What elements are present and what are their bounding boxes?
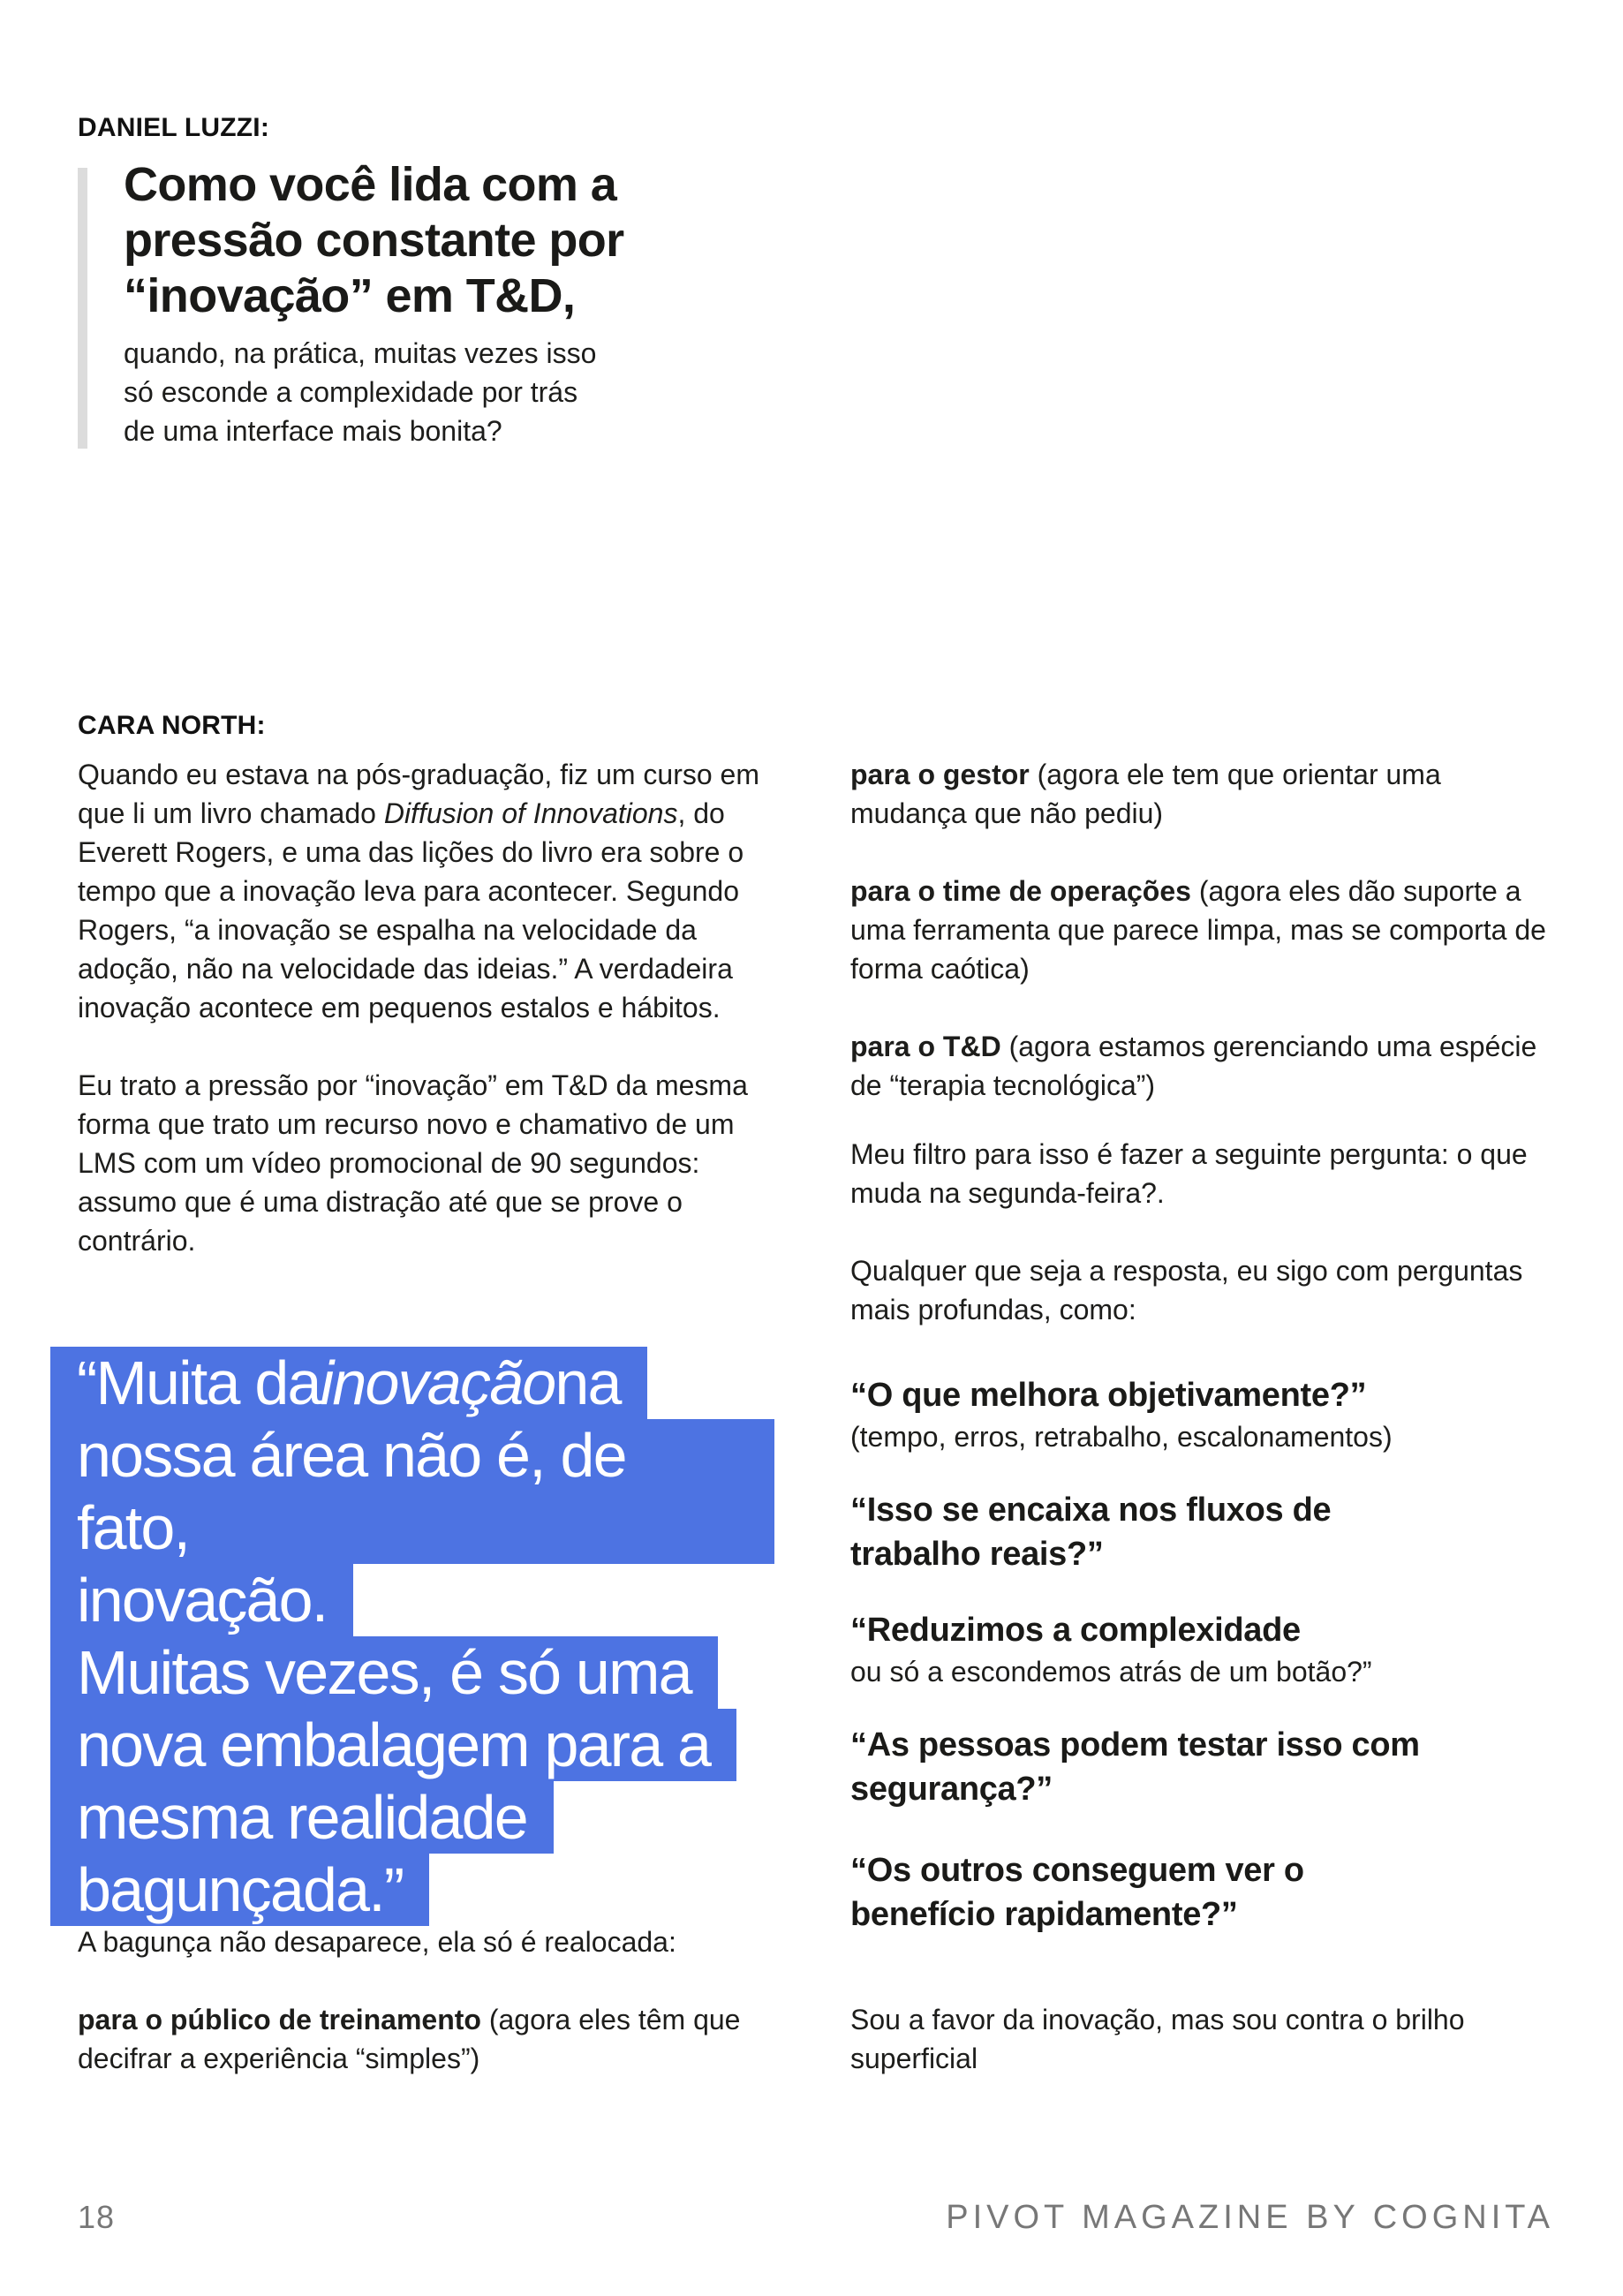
realocation-item: para o time de operações (agora eles dão suporte a uma ferramenta que parece limpa, mas se comporta de forma caótica) [850,875,1546,985]
question-subtext: (tempo, erros, retrabalho, escalonamentos) [850,1421,1393,1453]
question-heading: “Reduzimos a complexidade [850,1612,1301,1649]
question-title: Como você lida com a pressão constante por “inovação” em T&D, [124,158,624,322]
pull-quote-line: nova embalagem para a [50,1709,736,1781]
closing-paragraph: Sou a favor da inovação, mas sou contra o brilho superficial [850,2004,1465,2074]
realocation-item: para o gestor (agora ele tem que orientar uma mudança que não pediu) [850,759,1441,829]
pull-quote-line: nossa área não é, de fato, [50,1419,774,1564]
interviewer-name: DANIEL LUZZI: [78,113,270,142]
answer-paragraph-1: Quando eu estava na pós-graduação, fiz um curso em que li um livro chamado Diffusion of Innovations, do Everett Rogers, e uma das lições do livro era sobre o tempo que a inovação leva para acontecer. Segundo Rogers, “a inovação se espalha na velocidade da adoção, não na velocidade das ideias.” A verdadeira inovação acontece em pequenos estalos e hábitos. [78,759,759,1023]
answer-paragraph-4: para o público de treinamento (agora eles têm que decifrar a experiência “simples”) [78,2004,741,2074]
pull-quote-line: Muitas vezes, é só uma [50,1636,718,1709]
respondent-name: CARA NORTH: [78,711,266,740]
deep-questions [850,1373,1574,1937]
right-column [850,755,1557,1329]
book-title: Diffusion of Innovations [383,797,678,829]
left-column [78,755,775,1260]
pull-quote [50,1347,774,1926]
question-heading: “Os outros conseguem ver o benefício rapidamente?” [850,1852,1304,1933]
quote-bar [78,168,87,449]
question-heading: “O que melhora objetivamente?” [850,1377,1367,1414]
realocation-item: para o T&D (agora estamos gerenciando uma espécie de “terapia tecnológica”) [850,1031,1537,1101]
question-heading: “Isso se encaixa nos fluxos de trabalho reais?” [850,1492,1332,1573]
question-subtitle-line: quando, na prática, muitas vezes isso [124,337,597,369]
filter-paragraph: Meu filtro para isso é fazer a seguinte pergunta: o que muda na segunda-feira?. [850,1138,1528,1209]
question-heading: “As pessoas podem testar isso com segurança?” [850,1726,1420,1808]
answer-paragraph-3: A bagunça não desaparece, ela só é realocada: [78,1926,676,1958]
left-column-continued [78,1922,775,2078]
page-number: 18 [78,2199,116,2235]
question-subtitle [124,334,653,450]
pull-quote-line: “Muita dainovaçãona [50,1347,647,1419]
pull-quote-line: mesma realidade [50,1781,554,1854]
pull-quote-line: inovação. [50,1564,353,1636]
question-subtext: ou só a escondemos atrás de um botão?” [850,1656,1372,1688]
question-subtitle-line: só esconde a complexidade por trás [124,376,578,408]
question-subtitle-line: de uma interface mais bonita? [124,415,502,447]
magazine-name: PIVOT MAGAZINE BY COGNITA [946,2199,1554,2236]
pull-quote-line: bagunçada.” [50,1854,429,1926]
followup-paragraph: Qualquer que seja a resposta, eu sigo com perguntas mais profundas, como: [850,1255,1523,1325]
answer-paragraph-2: Eu trato a pressão por “inovação” em T&D da mesma forma que trato um recurso novo e chamativo de um LMS com um vídeo promocional de 90 segundos: assumo que é uma distração até que se prove o contrário. [78,1069,748,1257]
